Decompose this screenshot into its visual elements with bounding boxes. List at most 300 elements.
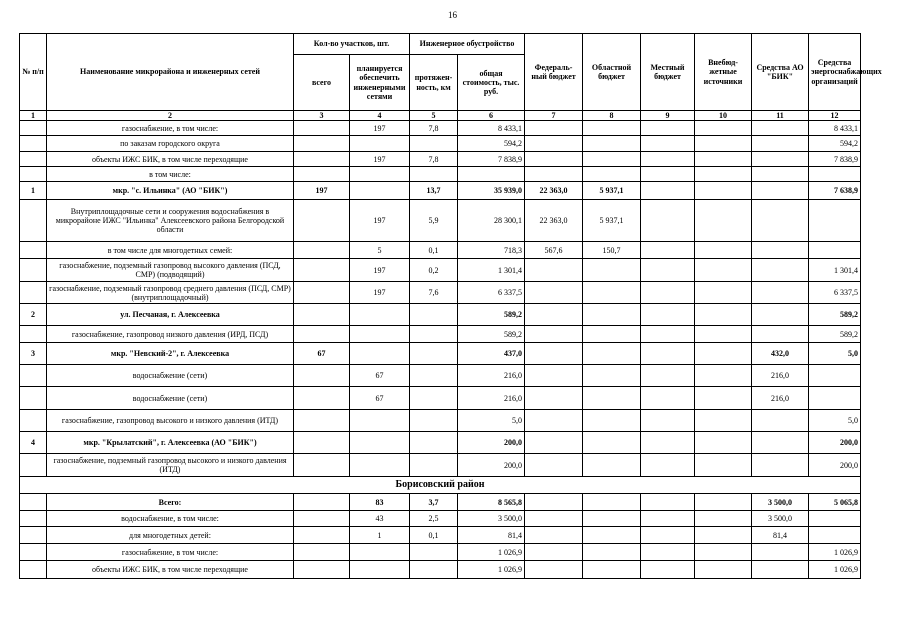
cell-col-5	[410, 326, 458, 343]
cell-col-12: 5,0	[809, 343, 861, 365]
header-name: Наименование микрорайона и инженерных сетей	[47, 34, 294, 111]
header-energy: Средства энергоснабжающих организаций	[809, 34, 861, 111]
cell-col-12: 7 838,9	[809, 152, 861, 167]
cell-col-11	[752, 304, 809, 326]
cell-col-7	[525, 152, 583, 167]
row-name: по заказам городского округа	[47, 136, 294, 152]
cell-col-5: 0,1	[410, 242, 458, 259]
cell-col-11	[752, 152, 809, 167]
row-number	[20, 387, 47, 410]
cell-col-4	[350, 167, 410, 182]
cell-col-6: 200,0	[458, 432, 525, 454]
cell-col-10	[695, 454, 752, 477]
cell-col-5	[410, 454, 458, 477]
cell-col-11	[752, 454, 809, 477]
cell-col-6: 8 433,1	[458, 121, 525, 136]
cell-col-6: 7 838,9	[458, 152, 525, 167]
table-row	[20, 242, 861, 259]
header-local: Местный бюджет	[641, 34, 695, 111]
section-row	[20, 304, 861, 326]
cell-col-9	[641, 365, 695, 387]
cell-col-8: 5 937,1	[583, 200, 641, 242]
cell-col-8	[583, 152, 641, 167]
column-number: 8	[583, 111, 641, 121]
cell-col-9	[641, 410, 695, 432]
cell-col-7	[525, 121, 583, 136]
cell-col-7	[525, 259, 583, 282]
cell-col-9	[641, 494, 695, 511]
cell-col-10	[695, 200, 752, 242]
row-number: 1	[20, 182, 47, 200]
cell-col-5: 7,6	[410, 282, 458, 304]
header-plots-group: Кол-во участков, шт.	[294, 34, 410, 55]
cell-col-11	[752, 121, 809, 136]
cell-col-5	[410, 544, 458, 561]
row-number	[20, 511, 47, 527]
cell-col-11	[752, 282, 809, 304]
cell-col-11	[752, 182, 809, 200]
header-plots-planned: планируется обеспечить инженерными сетями	[350, 55, 410, 111]
column-number: 4	[350, 111, 410, 121]
cell-col-12	[809, 365, 861, 387]
cell-col-7	[525, 365, 583, 387]
column-number: 7	[525, 111, 583, 121]
cell-col-8	[583, 454, 641, 477]
cell-col-4: 197	[350, 259, 410, 282]
cell-col-6: 28 300,1	[458, 200, 525, 242]
cell-col-10	[695, 527, 752, 544]
cell-col-3	[294, 387, 350, 410]
row-number: 3	[20, 343, 47, 365]
cell-col-11	[752, 242, 809, 259]
cell-col-3	[294, 242, 350, 259]
column-number: 2	[47, 111, 294, 121]
cell-col-9	[641, 454, 695, 477]
cell-col-6: 1 301,4	[458, 259, 525, 282]
table-row	[20, 365, 861, 387]
cell-col-7	[525, 167, 583, 182]
cell-col-3	[294, 511, 350, 527]
cell-col-7	[525, 387, 583, 410]
page-number: 16	[448, 10, 457, 20]
row-number	[20, 410, 47, 432]
cell-col-4: 197	[350, 152, 410, 167]
cell-col-6: 3 500,0	[458, 511, 525, 527]
cell-col-4	[350, 304, 410, 326]
cell-col-7	[525, 494, 583, 511]
table-row	[20, 136, 861, 152]
cell-col-8	[583, 365, 641, 387]
cell-col-12	[809, 527, 861, 544]
cell-col-3	[294, 494, 350, 511]
cell-col-5	[410, 167, 458, 182]
row-name: в том числе:	[47, 167, 294, 182]
cell-col-7: 22 363,0	[525, 200, 583, 242]
cell-col-5	[410, 387, 458, 410]
cell-col-6: 35 939,0	[458, 182, 525, 200]
cell-col-7	[525, 304, 583, 326]
cell-col-10	[695, 182, 752, 200]
cell-col-8	[583, 494, 641, 511]
row-number: 4	[20, 432, 47, 454]
cell-col-11: 432,0	[752, 343, 809, 365]
cell-col-10	[695, 167, 752, 182]
table-row	[20, 200, 861, 242]
cell-col-3	[294, 200, 350, 242]
row-name: газоснабжение, в том числе:	[47, 121, 294, 136]
cell-col-9	[641, 136, 695, 152]
cell-col-12: 594,2	[809, 136, 861, 152]
cell-col-12: 1 301,4	[809, 259, 861, 282]
cell-col-5: 5,9	[410, 200, 458, 242]
cell-col-8: 150,7	[583, 242, 641, 259]
cell-col-6: 437,0	[458, 343, 525, 365]
cell-col-7	[525, 511, 583, 527]
cell-col-12: 7 638,9	[809, 182, 861, 200]
cell-col-11	[752, 136, 809, 152]
cell-col-4	[350, 182, 410, 200]
table-row	[20, 152, 861, 167]
row-name: Всего:	[47, 494, 294, 511]
cell-col-12: 5 065,8	[809, 494, 861, 511]
row-number	[20, 200, 47, 242]
cell-col-11	[752, 200, 809, 242]
cell-col-5	[410, 304, 458, 326]
cell-col-6: 6 337,5	[458, 282, 525, 304]
cell-col-7: 22 363,0	[525, 182, 583, 200]
header-eng-group: Инженерное обустройство	[410, 34, 525, 55]
cell-col-6: 216,0	[458, 365, 525, 387]
cell-col-4: 197	[350, 282, 410, 304]
cell-col-6: 5,0	[458, 410, 525, 432]
cell-col-12	[809, 167, 861, 182]
cell-col-5	[410, 365, 458, 387]
cell-col-5	[410, 432, 458, 454]
table-row	[20, 527, 861, 544]
cell-col-4: 197	[350, 121, 410, 136]
cell-col-8	[583, 282, 641, 304]
cell-col-5: 0,1	[410, 527, 458, 544]
cell-col-8	[583, 304, 641, 326]
table-row	[20, 121, 861, 136]
cell-col-3	[294, 527, 350, 544]
cell-col-3	[294, 136, 350, 152]
header-bik: Средства АО "БИК"	[752, 34, 809, 111]
cell-col-8	[583, 410, 641, 432]
cell-col-4	[350, 326, 410, 343]
row-name: для многодетных детей:	[47, 527, 294, 544]
cell-col-10	[695, 387, 752, 410]
cell-col-5: 13,7	[410, 182, 458, 200]
row-name: ул. Песчаная, г. Алексеевка	[47, 304, 294, 326]
cell-col-4: 1	[350, 527, 410, 544]
table-row	[20, 544, 861, 561]
row-name: газоснабжение, в том числе:	[47, 544, 294, 561]
cell-col-11	[752, 432, 809, 454]
cell-col-5	[410, 561, 458, 579]
cell-col-7	[525, 527, 583, 544]
cell-col-7	[525, 326, 583, 343]
header-federal: Федераль-ный бюджет	[525, 34, 583, 111]
cell-col-5: 7,8	[410, 121, 458, 136]
cell-col-7	[525, 432, 583, 454]
cell-col-4	[350, 410, 410, 432]
cell-col-9	[641, 432, 695, 454]
cell-col-4: 67	[350, 365, 410, 387]
cell-col-6: 216,0	[458, 387, 525, 410]
cell-col-6: 81,4	[458, 527, 525, 544]
cell-col-10	[695, 152, 752, 167]
cell-col-10	[695, 511, 752, 527]
section-row	[20, 182, 861, 200]
cell-col-10	[695, 544, 752, 561]
cell-col-4: 43	[350, 511, 410, 527]
cell-col-7	[525, 282, 583, 304]
cell-col-3: 197	[294, 182, 350, 200]
cell-col-9	[641, 561, 695, 579]
cell-col-7	[525, 454, 583, 477]
cell-col-11	[752, 259, 809, 282]
cell-col-10	[695, 432, 752, 454]
cell-col-9	[641, 200, 695, 242]
cell-col-3	[294, 410, 350, 432]
cell-col-4	[350, 544, 410, 561]
cell-col-10	[695, 121, 752, 136]
cell-col-9	[641, 242, 695, 259]
cell-col-6: 1 026,9	[458, 561, 525, 579]
cell-col-11: 216,0	[752, 365, 809, 387]
cell-col-12: 5,0	[809, 410, 861, 432]
cell-col-8	[583, 326, 641, 343]
cell-col-11	[752, 326, 809, 343]
cell-col-4	[350, 432, 410, 454]
cell-col-6	[458, 167, 525, 182]
cell-col-12	[809, 511, 861, 527]
row-name: газоснабжение, подземный газопровод высокого и низкого давления (ИТД)	[47, 454, 294, 477]
cell-col-3	[294, 282, 350, 304]
cell-col-6: 589,2	[458, 304, 525, 326]
row-name: мкр. "с. Ильинка" (АО "БИК")	[47, 182, 294, 200]
cell-col-11: 81,4	[752, 527, 809, 544]
table-row	[20, 259, 861, 282]
row-name: Внутриплощадочные сети и сооружения водоснабжения в микрорайоне ИЖС "Ильинка" Алексеевского района Белгородской области	[47, 200, 294, 242]
table-row	[20, 410, 861, 432]
cell-col-12	[809, 387, 861, 410]
row-number	[20, 121, 47, 136]
row-number	[20, 242, 47, 259]
column-number: 1	[20, 111, 47, 121]
row-number	[20, 365, 47, 387]
table-row	[20, 387, 861, 410]
row-number	[20, 326, 47, 343]
cell-col-12: 589,2	[809, 326, 861, 343]
header-num: № п/п	[20, 34, 47, 111]
cell-col-5	[410, 136, 458, 152]
cell-col-6: 594,2	[458, 136, 525, 152]
header-regional: Областной бюджет	[583, 34, 641, 111]
cell-col-5: 2,5	[410, 511, 458, 527]
cell-col-10	[695, 282, 752, 304]
row-number: 2	[20, 304, 47, 326]
row-name: объекты ИЖС БИК, в том числе переходящие	[47, 152, 294, 167]
cell-col-7	[525, 136, 583, 152]
cell-col-7	[525, 561, 583, 579]
cell-col-9	[641, 167, 695, 182]
row-name: объекты ИЖС БИК, в том числе переходящие	[47, 561, 294, 579]
column-number: 12	[809, 111, 861, 121]
cell-col-4	[350, 136, 410, 152]
header-eng-cost: общая стоимость, тыс. руб.	[458, 55, 525, 111]
header-row	[20, 34, 861, 55]
cell-col-12: 1 026,9	[809, 561, 861, 579]
cell-col-8: 5 937,1	[583, 182, 641, 200]
column-number: 3	[294, 111, 350, 121]
row-number	[20, 259, 47, 282]
cell-col-8	[583, 527, 641, 544]
cell-col-3	[294, 167, 350, 182]
cell-col-3: 67	[294, 343, 350, 365]
row-name: газоснабжение, газопровод высокого и низкого давления (ИТД)	[47, 410, 294, 432]
cell-col-6: 200,0	[458, 454, 525, 477]
cell-col-6: 589,2	[458, 326, 525, 343]
cell-col-10	[695, 326, 752, 343]
row-name: в том числе для многодетных семей:	[47, 242, 294, 259]
section-row	[20, 432, 861, 454]
cell-col-4: 197	[350, 200, 410, 242]
cell-col-8	[583, 121, 641, 136]
cell-col-6: 8 565,8	[458, 494, 525, 511]
row-name: мкр. "Невский-2", г. Алексеевка	[47, 343, 294, 365]
cell-col-9	[641, 121, 695, 136]
cell-col-11: 3 500,0	[752, 511, 809, 527]
cell-col-12	[809, 200, 861, 242]
cell-col-11	[752, 410, 809, 432]
cell-col-4	[350, 454, 410, 477]
row-name: мкр. "Крылатский", г. Алексеевка (АО "БИК")	[47, 432, 294, 454]
cell-col-9	[641, 527, 695, 544]
cell-col-9	[641, 326, 695, 343]
cell-col-8	[583, 432, 641, 454]
header-extrabudget: Внебюд-жетные источники	[695, 34, 752, 111]
cell-col-9	[641, 304, 695, 326]
table-row	[20, 326, 861, 343]
row-name: водоснабжение (сети)	[47, 387, 294, 410]
row-name: водоснабжение (сети)	[47, 365, 294, 387]
column-number: 5	[410, 111, 458, 121]
cell-col-9	[641, 282, 695, 304]
cell-col-10	[695, 242, 752, 259]
cell-col-8	[583, 167, 641, 182]
cell-col-3	[294, 152, 350, 167]
column-number-row	[20, 111, 861, 121]
cell-col-4: 67	[350, 387, 410, 410]
cell-col-7	[525, 343, 583, 365]
cell-col-10	[695, 304, 752, 326]
cell-col-10	[695, 259, 752, 282]
cell-col-12: 6 337,5	[809, 282, 861, 304]
table-row	[20, 282, 861, 304]
cell-col-7	[525, 410, 583, 432]
cell-col-3	[294, 365, 350, 387]
table-row	[20, 167, 861, 182]
cell-col-5	[410, 410, 458, 432]
cell-col-11	[752, 167, 809, 182]
cell-col-4: 5	[350, 242, 410, 259]
cell-col-12: 8 433,1	[809, 121, 861, 136]
cell-col-6: 718,3	[458, 242, 525, 259]
cell-col-10	[695, 365, 752, 387]
cell-col-3	[294, 121, 350, 136]
cell-col-3	[294, 544, 350, 561]
row-name: газоснабжение, подземный газопровод среднего давления (ПСД, СМР) (внутриплощадочный)	[47, 282, 294, 304]
cell-col-11	[752, 544, 809, 561]
cell-col-12	[809, 242, 861, 259]
cell-col-3	[294, 326, 350, 343]
cell-col-4	[350, 561, 410, 579]
cell-col-7: 567,6	[525, 242, 583, 259]
cell-col-5: 7,8	[410, 152, 458, 167]
row-name: газоснабжение, газопровод низкого давления (ИРД, ПСД)	[47, 326, 294, 343]
cell-col-9	[641, 152, 695, 167]
cell-col-12: 200,0	[809, 432, 861, 454]
column-number: 9	[641, 111, 695, 121]
cell-col-3	[294, 561, 350, 579]
cell-col-5	[410, 343, 458, 365]
cell-col-9	[641, 343, 695, 365]
cell-col-5: 0,2	[410, 259, 458, 282]
table-row	[20, 494, 861, 511]
column-number: 10	[695, 111, 752, 121]
region-row	[20, 477, 861, 494]
cell-col-11	[752, 561, 809, 579]
cell-col-8	[583, 561, 641, 579]
cell-col-3	[294, 259, 350, 282]
cell-col-4	[350, 343, 410, 365]
cell-col-8	[583, 343, 641, 365]
cell-col-4: 83	[350, 494, 410, 511]
cell-col-3	[294, 432, 350, 454]
row-number	[20, 152, 47, 167]
cell-col-9	[641, 259, 695, 282]
row-number	[20, 561, 47, 579]
table-row	[20, 511, 861, 527]
cell-col-10	[695, 561, 752, 579]
region-title: Борисовский район	[20, 477, 861, 494]
cell-col-12: 200,0	[809, 454, 861, 477]
cell-col-8	[583, 259, 641, 282]
cell-col-10	[695, 136, 752, 152]
row-number	[20, 544, 47, 561]
cell-col-10	[695, 343, 752, 365]
cell-col-9	[641, 544, 695, 561]
cell-col-6: 1 026,9	[458, 544, 525, 561]
column-number: 6	[458, 111, 525, 121]
row-number	[20, 527, 47, 544]
row-number	[20, 136, 47, 152]
section-row	[20, 343, 861, 365]
cell-col-10	[695, 410, 752, 432]
cell-col-5: 3,7	[410, 494, 458, 511]
row-name: водоснабжение, в том числе:	[47, 511, 294, 527]
cell-col-3	[294, 304, 350, 326]
cell-col-9	[641, 387, 695, 410]
row-number	[20, 282, 47, 304]
row-number	[20, 494, 47, 511]
header-eng-length: протяжен-ность, км	[410, 55, 458, 111]
table-row	[20, 561, 861, 579]
cell-col-9	[641, 182, 695, 200]
program-table	[19, 33, 882, 579]
